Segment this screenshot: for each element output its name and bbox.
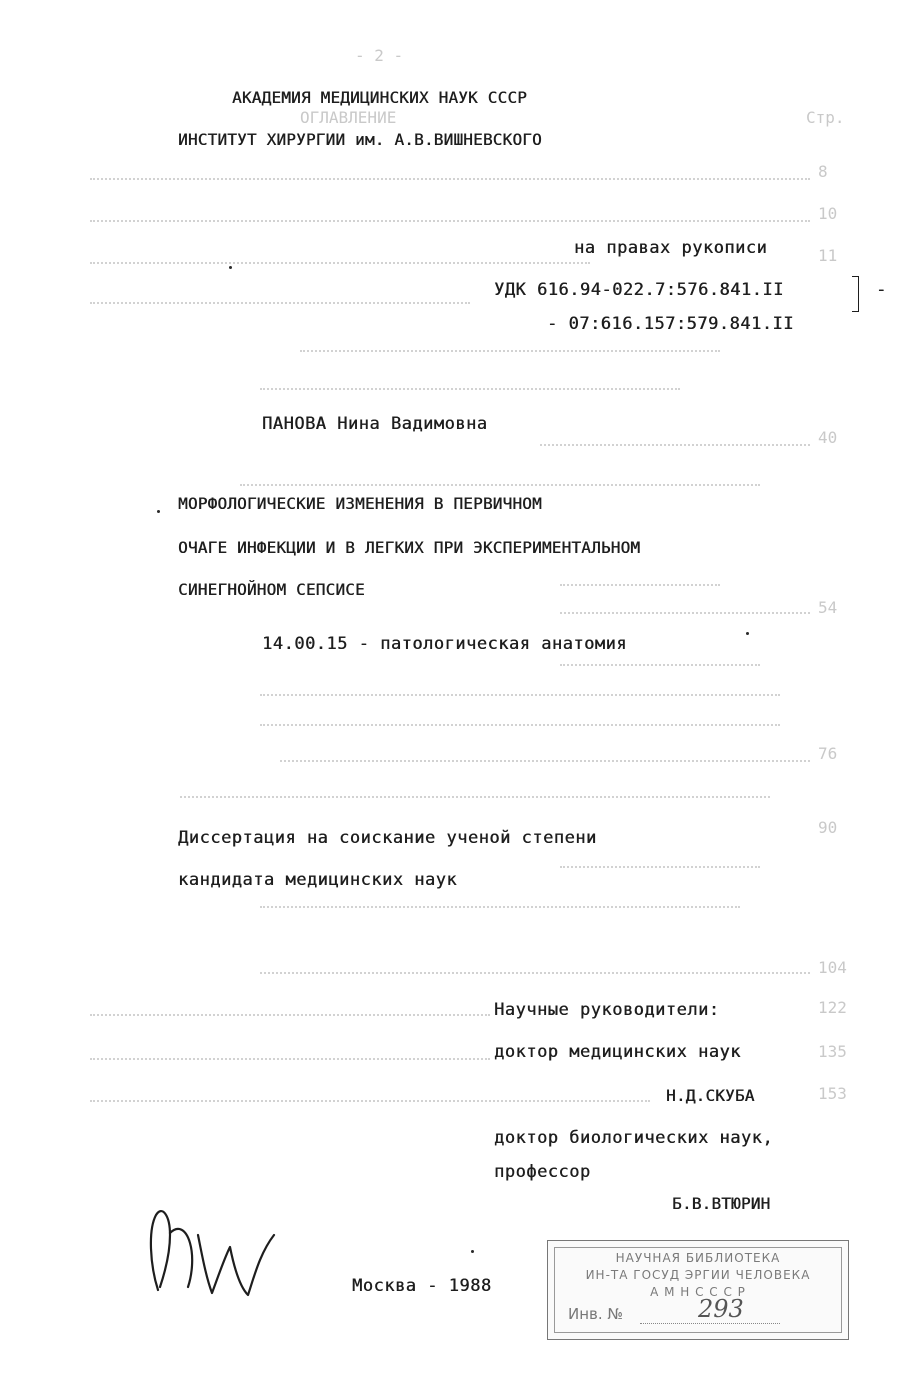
library-stamp bbox=[547, 1240, 849, 1340]
udk-line-1-dash: - bbox=[876, 280, 887, 300]
ghost-dotted-line bbox=[240, 484, 760, 486]
ghost-dotted-line bbox=[560, 866, 760, 868]
place-year: Москва - 1988 bbox=[352, 1276, 492, 1296]
ghost-page-number-6: 90 bbox=[818, 818, 838, 837]
scan-speck bbox=[157, 510, 160, 513]
ghost-dotted-line bbox=[90, 1058, 490, 1060]
scan-speck bbox=[471, 1250, 474, 1253]
stamp-line-2: ИН-ТА ГОСУД ЭРГИИ ЧЕЛОВЕКА bbox=[585, 1268, 811, 1282]
manuscript-note: на правах рукописи bbox=[574, 238, 768, 258]
ghost-dotted-line bbox=[90, 178, 810, 180]
ghost-dotted-line bbox=[260, 724, 780, 726]
ghost-page-number-2: 11 bbox=[818, 246, 838, 265]
ghost-page-number-3: 40 bbox=[818, 428, 838, 447]
ghost-dotted-line bbox=[260, 694, 780, 696]
handwritten-signature bbox=[140, 1195, 290, 1305]
ghost-dotted-line bbox=[90, 1014, 490, 1016]
ghost-page-number-0: 8 bbox=[818, 162, 828, 181]
supervisor-2-name: Б.В.ВТЮРИН bbox=[672, 1194, 771, 1213]
stamp-underline bbox=[640, 1323, 780, 1324]
ghost-dotted-line bbox=[540, 444, 810, 446]
title-line-3: СИНЕГНОЙНОМ СЕПСИСЕ bbox=[178, 580, 365, 599]
ghost-dotted-line bbox=[260, 388, 680, 390]
ghost-toc-label: ОГЛАВЛЕНИЕ bbox=[300, 108, 397, 127]
specialty: 14.00.15 - патологическая анатомия bbox=[262, 634, 627, 654]
scan-speck bbox=[229, 266, 232, 269]
supervisor-1-degree: доктор медицинских наук bbox=[494, 1042, 741, 1062]
ghost-page-number: - 2 - bbox=[355, 46, 404, 65]
supervisor-2-degree: доктор биологических наук, bbox=[494, 1128, 774, 1148]
ghost-page-number-1: 10 bbox=[818, 204, 838, 223]
udk-line-1: УДК 616.94-022.7:576.841.II bbox=[494, 280, 784, 300]
title-line-1: МОРФОЛОГИЧЕСКИЕ ИЗМЕНЕНИЯ В ПЕРВИЧНОМ bbox=[178, 494, 542, 513]
ghost-dotted-line bbox=[90, 1100, 650, 1102]
ghost-page-number-4: 54 bbox=[818, 598, 838, 617]
ghost-dotted-line bbox=[90, 262, 590, 264]
dissertation-line-2: кандидата медицинских наук bbox=[178, 870, 458, 890]
ghost-dotted-line bbox=[90, 302, 470, 304]
ghost-page-number-9: 135 bbox=[818, 1042, 847, 1061]
ghost-page-number-7: 104 bbox=[818, 958, 847, 977]
ghost-dotted-line bbox=[90, 220, 810, 222]
title-line-2: ОЧАГЕ ИНФЕКЦИИ И В ЛЕГКИХ ПРИ ЭКСПЕРИМЕНТАЛЬНОМ bbox=[178, 538, 641, 557]
stamp-inventory-label: Инв. № bbox=[568, 1305, 624, 1323]
ghost-page-number-8: 122 bbox=[818, 998, 847, 1017]
dissertation-line-1: Диссертация на соискание ученой степени bbox=[178, 828, 597, 848]
scan-speck bbox=[746, 632, 749, 635]
ghost-dotted-line bbox=[260, 906, 740, 908]
institute-heading: ИНСТИТУТ ХИРУРГИИ им. А.В.ВИШНЕВСКОГО bbox=[178, 130, 542, 149]
ghost-dotted-line bbox=[260, 972, 810, 974]
ghost-dotted-line bbox=[280, 760, 810, 762]
ghost-dotted-line bbox=[560, 612, 810, 614]
ghost-dotted-line bbox=[180, 796, 770, 798]
stamp-line-3: А М Н С С С Р bbox=[650, 1285, 746, 1299]
ghost-page-number-10: 153 bbox=[818, 1084, 847, 1103]
supervisor-2-rank: профессор bbox=[494, 1162, 591, 1182]
ghost-page-label: Стр. bbox=[806, 108, 845, 127]
udk-bracket bbox=[852, 276, 859, 312]
udk-line-2: - 07:616.157:579.841.II bbox=[547, 314, 794, 334]
ghost-dotted-line bbox=[300, 350, 720, 352]
ghost-page-number-5: 76 bbox=[818, 744, 838, 763]
academy-heading: АКАДЕМИЯ МЕДИЦИНСКИХ НАУК СССР bbox=[232, 88, 527, 107]
ghost-dotted-line bbox=[560, 664, 760, 666]
stamp-line-1: НАУЧНАЯ БИБЛИОТЕКА bbox=[615, 1251, 781, 1265]
author-name: ПАНОВА Нина Вадимовна bbox=[262, 414, 488, 434]
stamp-inventory-number: 293 bbox=[698, 1295, 744, 1323]
supervisor-1-name: Н.Д.СКУБА bbox=[666, 1086, 755, 1105]
ghost-dotted-line bbox=[560, 584, 720, 586]
supervisors-heading: Научные руководители: bbox=[494, 1000, 720, 1020]
